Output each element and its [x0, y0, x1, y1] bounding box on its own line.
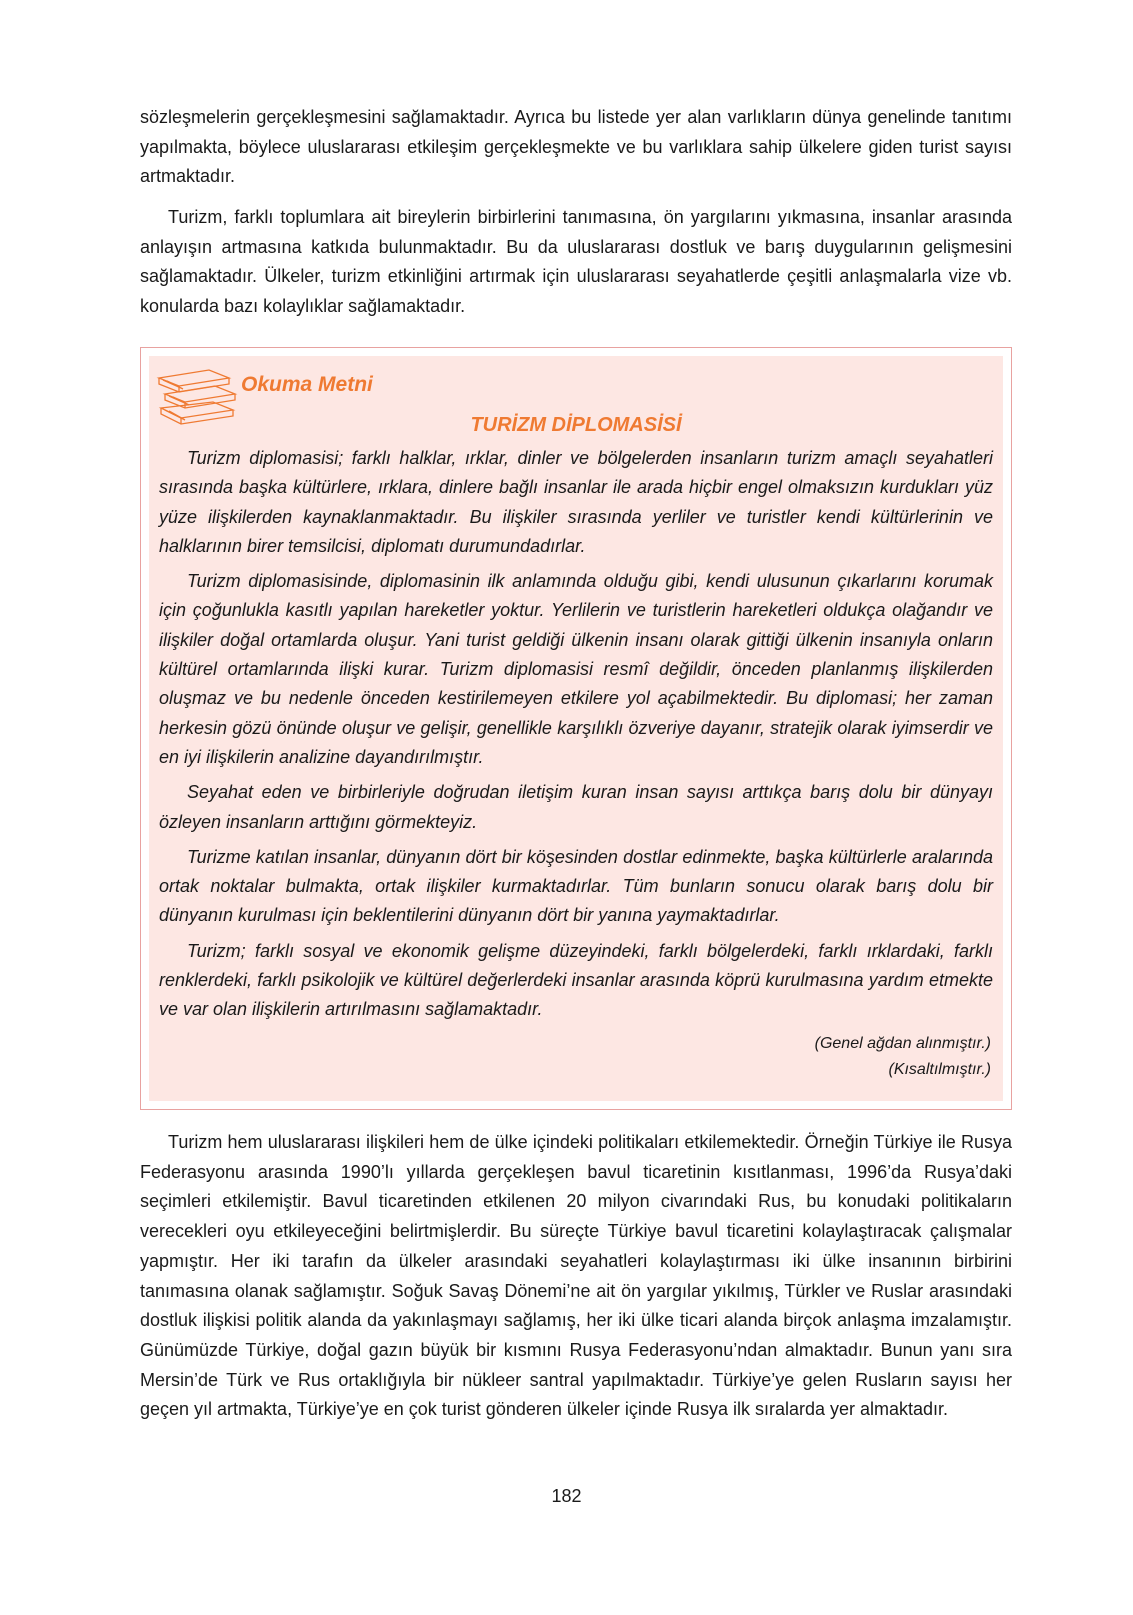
body-paragraph: Turizm, farklı toplumlara ait bireylerin birbirlerini tanımasına, ön yargılarını yıkmasına, insanlar arasında anlayışın artmasına katkıda bulunmaktadır. Bu da uluslararası dostluk ve barış duygularının gelişmesini sağlamaktadır. Ülkeler, turizm etkinliğini artırmak için uluslararası seyahatlerde çeşitli anlaşmalarla vize vb. konularda bazı kolaylıklar sağlamaktadır. — [140, 207, 1012, 317]
page-number: 182 — [551, 1486, 582, 1506]
body-paragraph: Turizm hem uluslararası ilişkileri hem de ülke içindeki politikaları etkilemektedir. Örneğin Türkiye ile Rusya Federasyonu arasında 1990’lı yıllarda gerçekleşen bavul ticaretinin kısıtlanması, 1996’da Rusya’daki seçimleri etkilemiştir. Bavul ticaretinden etkilenen 20 milyon civarındaki Rus, bu konudaki politikaların verecekleri oyu etkileyeceğini belirtmişlerdir. Bu süreçte Türkiye bavul ticaretini kolaylaştıracak çalışmalar yapmıştır. Her iki tarafın da ülkeler arasındaki seyahatleri kolaylaştırması iki ülke insanının birbirini tanımasına olanak sağlamıştır. Soğuk Savaş Dönemi’ne ait ön yargılar yıkılmış, Türkler ve Ruslar arasındaki dostluk ilişkisi politik alanda da yakınlaşmayı sağlamış, her iki ülke ticari alanda birçok anlaşma imzalamıştır. Günümüzde Türkiye, doğal gazın büyük bir kısmını Rusya Federasyonu’ndan almaktadır. Bunun yanı sıra Mersin’de Türk ve Rus ortaklığıyla bir nükleer santral yapılmaktadır. Türkiye’ye gelen Rusların sayısı her geçen yıl artmakta, Türkiye’ye en çok turist gönderen ülkeler içinde Rusya ilk sıralarda yer almaktadır. — [140, 1132, 1012, 1420]
reading-text — [159, 444, 993, 1031]
reading-box — [140, 347, 1012, 1110]
source-line: (Genel ağdan alınmıştır.) — [814, 1035, 991, 1052]
reading-box-inner — [149, 356, 1003, 1101]
reading-paragraph: Turizme katılan insanlar, dünyanın dört bir köşesinden dostlar edinmekte, başka kültürlerle aralarında ortak noktalar bulmakta, ortak ilişkiler kurmaktadırlar. Tüm bunların sonucu olarak barış dolu bir dünyanın kurulması için beklentilerini dünyanın dört bir yanına yaymaktadırlar. — [159, 846, 993, 926]
reading-paragraph: Turizm diplomasisinde, diplomasinin ilk anlamında olduğu gibi, kendi ulusunun çıkarlarını korumak için çoğunlukla kasıtlı yapılan hareketler yoktur. Yerlilerin ve turistlerin hareketleri oldukça olağandır ve ilişkiler doğal ortamlarda oluşur. Yani turist geldiği ülkenin insanı olarak gittiği ülkenin insanıyla onların kültürel ortamlarında ilişki kurar. Turizm diplomasisi resmî değildir, önceden planlanmış ilişkilerden oluşmaz ve bu nedenle önceden kestirilemeyen etkilere yol açabilmektedir. Bu diplomasi; her zaman herkesin gözü önünde oluşur ve gelişir, genellikle karşılıklı özveriye dayanır, stratejik olarak iyimserdir ve en iyi ilişkilerin analizine dayandırılmıştır. — [159, 571, 993, 767]
body-paragraph: sözleşmelerin gerçekleşmesini sağlamaktadır. Ayrıca bu listede yer alan varlıkların dünya genelinde tanıtımı yapılmakta, böylece uluslararası etkileşim gerçekleşmekte ve bu varlıklara sahip ülkelere giden turist sayısı artmaktadır. — [140, 107, 1012, 187]
reading-label: Okuma Metni — [241, 373, 373, 396]
reading-paragraph: Seyahat eden ve birbirleriyle doğrudan iletişim kuran insan sayısı arttıkça barış dolu bir dünyayı özleyen insanların arttığını görmekteyiz. — [159, 782, 993, 832]
reading-paragraph: Turizm; farklı sosyal ve ekonomik gelişme düzeyindeki, farklı bölgelerdeki, farklı ırklardaki, farklı renklerdeki, farklı psikolojik ve kültürel değerlerdeki insanlar arasında köprü kurulmasına yardım etmekte ve var olan ilişkilerin artırılmasını sağlamaktadır. — [159, 940, 993, 1020]
source-line: (Kısaltılmıştır.) — [888, 1061, 991, 1078]
reading-title: TURİZM DİPLOMASİSİ — [470, 414, 682, 436]
reading-paragraph: Turizm diplomasisi; farklı halklar, ırklar, dinler ve bölgelerden insanların turizm amaçlı seyahatleri sırasında başka kültürlere, ırklara, dinlere bağlı insanlar ile arada hiçbir engel olmaksızın kurdukları yüz yüze ilişkilerden kaynaklanmaktadır. Bu ilişkiler sırasında yerliler ve turistler kendi kültürlerinin ve halklarının birer temsilcisi, diplomatı durumundadırlar. — [159, 448, 993, 556]
reading-source — [815, 1031, 991, 1083]
